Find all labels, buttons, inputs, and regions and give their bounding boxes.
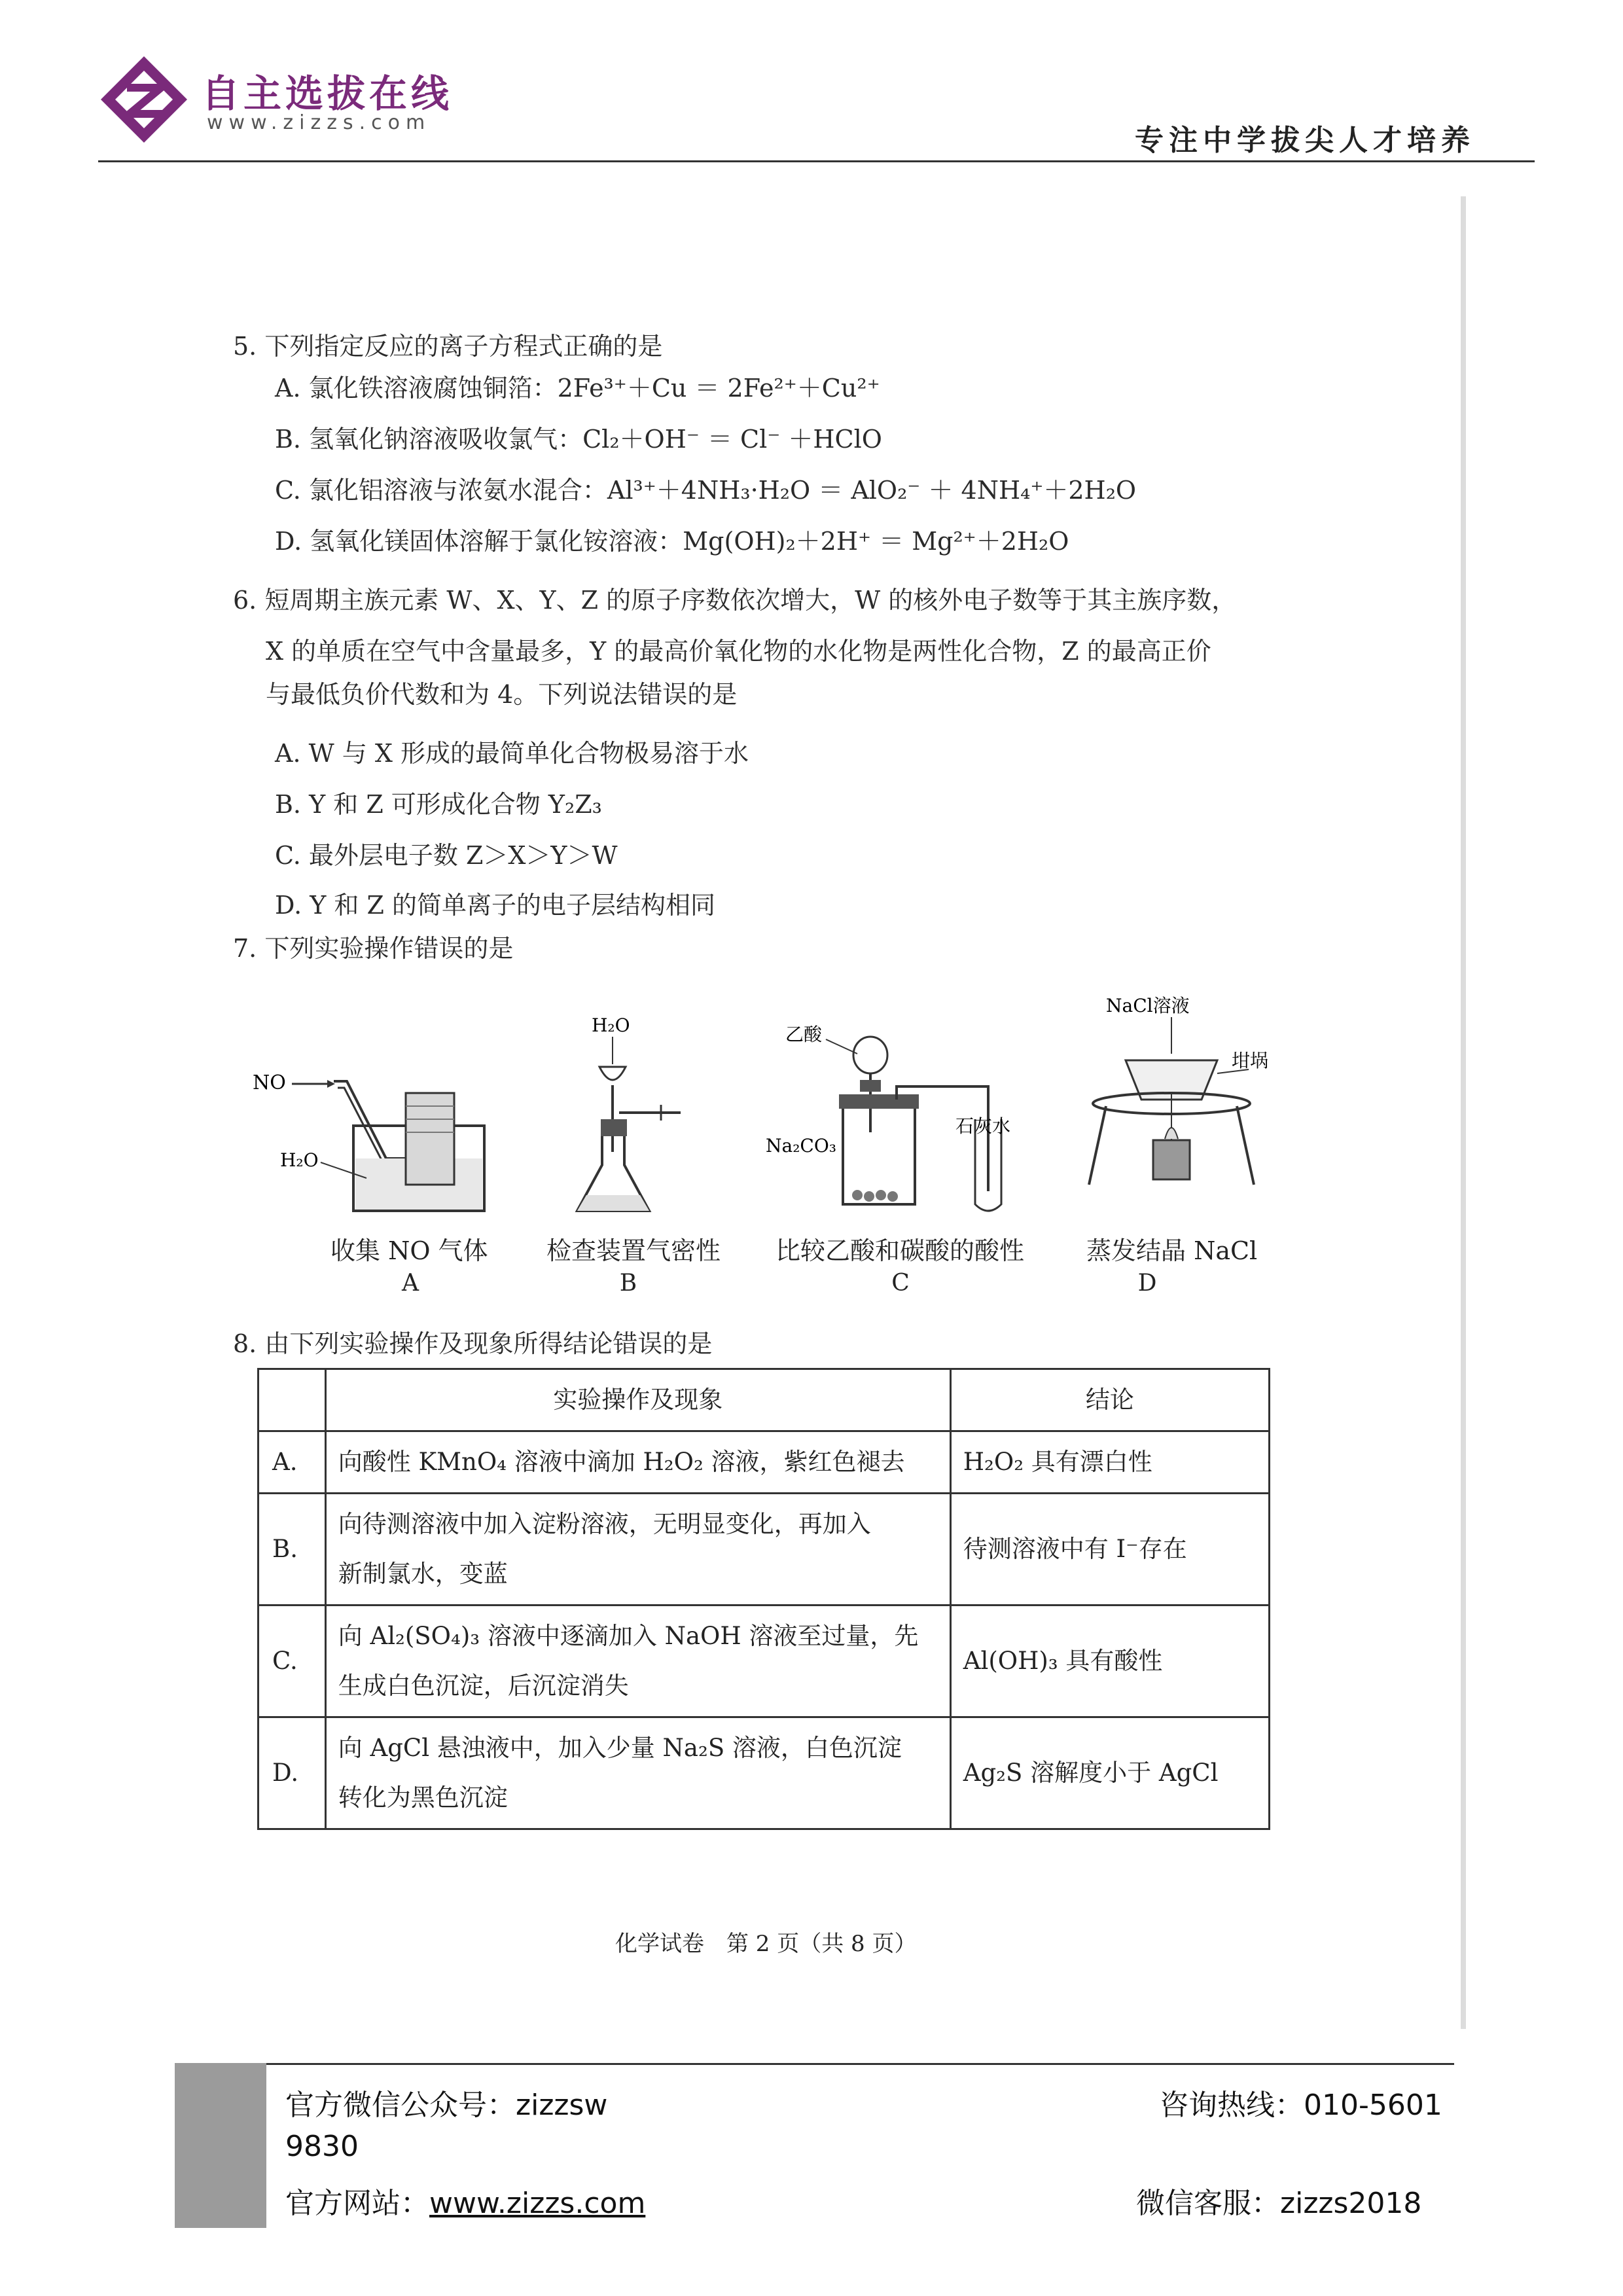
- page-number: 化学试卷 第 2 页（共 8 页）: [615, 1931, 917, 1957]
- table-header-conclusion: 结论: [950, 1369, 1269, 1431]
- figure-a-caption: 收集 NO 气体: [330, 1236, 488, 1265]
- q8-table: [257, 1368, 1270, 1830]
- hotline: 咨询热线：010-5601: [1160, 2089, 1442, 2122]
- table-row: [259, 1605, 1270, 1717]
- row-operation-line2: 新制氯水，变蓝: [338, 1560, 508, 1588]
- website-row: [285, 2179, 645, 2221]
- figure-c-acid-compare: [766, 1008, 1041, 1230]
- table-row: [259, 1494, 1270, 1605]
- figure-c-letter: C: [891, 1270, 910, 1297]
- q8-stem: 8. 由下列实验操作及现象所得结论错误的是: [233, 1329, 713, 1358]
- row-operation-line1: 向 AgCl 悬浊液中，加入少量 Na₂S 溶液，白色沉淀: [338, 1734, 902, 1762]
- q6-stem-line1: 6. 短周期主族元素 W、X、Y、Z 的原子序数依次增大，W 的核外电子数等于其主族序数，: [233, 586, 1237, 615]
- table-row: [259, 1431, 1270, 1494]
- row-option: C.: [259, 1605, 326, 1717]
- row-conclusion: Al(OH)₃ 具有酸性: [950, 1605, 1269, 1717]
- row-operation: [325, 1494, 950, 1605]
- wechat-account-cont: 9830: [285, 2130, 359, 2163]
- website-label: 官方网站：: [285, 2187, 429, 2220]
- figure-b-label-h2o: H₂O: [592, 1014, 630, 1036]
- q5-option-a: A. 氯化铁溶液腐蚀铜箔：2Fe³⁺＋Cu ＝ 2Fe²⁺＋Cu²⁺: [275, 374, 880, 403]
- q6-option-c: C. 最外层电子数 Z＞X＞Y＞W: [275, 841, 618, 870]
- wechat-account: 官方微信公众号：zizzsw: [285, 2089, 608, 2122]
- footer-gray-block: [175, 2063, 266, 2228]
- table-header-operation: 实验操作及现象: [325, 1369, 950, 1431]
- row-operation-line1: 向酸性 KMnO₄ 溶液中滴加 H₂O₂ 溶液，紫红色褪去: [338, 1448, 905, 1476]
- footer-divider: [175, 2063, 1454, 2065]
- q5-option-c: C. 氯化铝溶液与浓氨水混合：Al³⁺＋4NH₃·H₂O ＝ AlO₂⁻ ＋ 4NH₄⁺＋2H₂O: [275, 476, 1137, 505]
- row-option: D.: [259, 1717, 326, 1829]
- row-conclusion: Ag₂S 溶解度小于 AgCl: [950, 1717, 1269, 1829]
- row-operation: [325, 1431, 950, 1494]
- wechat-service: 微信客服：zizzs2018: [1136, 2187, 1422, 2220]
- q7-stem: 7. 下列实验操作错误的是: [233, 934, 514, 963]
- q6-option-a: A. W 与 X 形成的最简单化合物极易溶于水: [275, 739, 749, 768]
- table-header-row: [259, 1369, 1270, 1431]
- figure-a-collect-no: [249, 1028, 497, 1244]
- q5-stem: 5. 下列指定反应的离子方程式正确的是: [233, 332, 663, 361]
- figure-a-letter: A: [402, 1270, 419, 1297]
- row-conclusion: H₂O₂ 具有漂白性: [950, 1431, 1269, 1494]
- q6-stem-line3: 与最低负价代数和为 4。下列说法错误的是: [266, 680, 738, 709]
- logo-icon: [98, 54, 190, 145]
- row-conclusion: 待测溶液中有 I⁻存在: [950, 1494, 1269, 1605]
- figure-b-letter: B: [619, 1270, 637, 1297]
- figure-d-label-crucible: 坩埚: [1232, 1050, 1269, 1071]
- logo-url: www.zizzs.com: [207, 111, 431, 134]
- q6-stem-line2: X 的单质在空气中含量最多，Y 的最高价氧化物的水化物是两性化合物，Z 的最高正价: [266, 637, 1211, 666]
- row-option: A.: [259, 1431, 326, 1494]
- figure-b-airtightness: [563, 1008, 707, 1230]
- header-divider: [98, 160, 1535, 162]
- logo-title: 自主选拔在线: [202, 71, 454, 116]
- website-link[interactable]: www.zizzs.com: [429, 2187, 646, 2220]
- row-operation-line2: 转化为黑色沉淀: [338, 1784, 508, 1812]
- q6-option-b: B. Y 和 Z 可形成化合物 Y₂Z₃: [275, 790, 602, 819]
- figure-d-label-nacl: NaCl溶液: [1106, 995, 1190, 1016]
- figure-c-label-na2co3: Na₂CO₃: [766, 1135, 837, 1157]
- figure-c-caption: 比较乙酸和碳酸的酸性: [776, 1236, 1025, 1265]
- row-operation: [325, 1717, 950, 1829]
- figure-b-caption: 检查装置气密性: [546, 1236, 721, 1265]
- scan-edge: [1461, 196, 1466, 2029]
- figure-c-label-lime: 石灰水: [955, 1115, 1011, 1137]
- table-row: [259, 1717, 1270, 1829]
- q6-option-d: D. Y 和 Z 的简单离子的电子层结构相同: [275, 891, 715, 920]
- table-header-blank: [259, 1369, 326, 1431]
- row-operation: [325, 1605, 950, 1717]
- q5-option-b: B. 氢氧化钠溶液吸收氯气：Cl₂＋OH⁻ ＝ Cl⁻ ＋HClO: [275, 425, 882, 454]
- figure-d-letter: D: [1137, 1270, 1157, 1297]
- row-operation-line1: 向待测溶液中加入淀粉溶液，无明显变化，再加入: [338, 1510, 871, 1538]
- row-operation-line2: 生成白色沉淀，后沉淀消失: [338, 1672, 629, 1700]
- figure-d-caption: 蒸发结晶 NaCl: [1086, 1236, 1258, 1265]
- figure-a-label-h2o: H₂O: [280, 1149, 319, 1171]
- figure-d-evaporation: [1073, 988, 1296, 1230]
- row-option: B.: [259, 1494, 326, 1605]
- figure-a-label-no: NO: [253, 1071, 286, 1094]
- row-operation-line1: 向 Al₂(SO₄)₃ 溶液中逐滴加入 NaOH 溶液至过量，先: [338, 1622, 919, 1650]
- slogan: 专注中学拔尖人才培养: [1135, 124, 1475, 157]
- q5-option-d: D. 氢氧化镁固体溶解于氯化铵溶液：Mg(OH)₂＋2H⁺ ＝ Mg²⁺＋2H₂O: [275, 527, 1069, 556]
- figure-c-label-acid: 乙酸: [785, 1024, 823, 1045]
